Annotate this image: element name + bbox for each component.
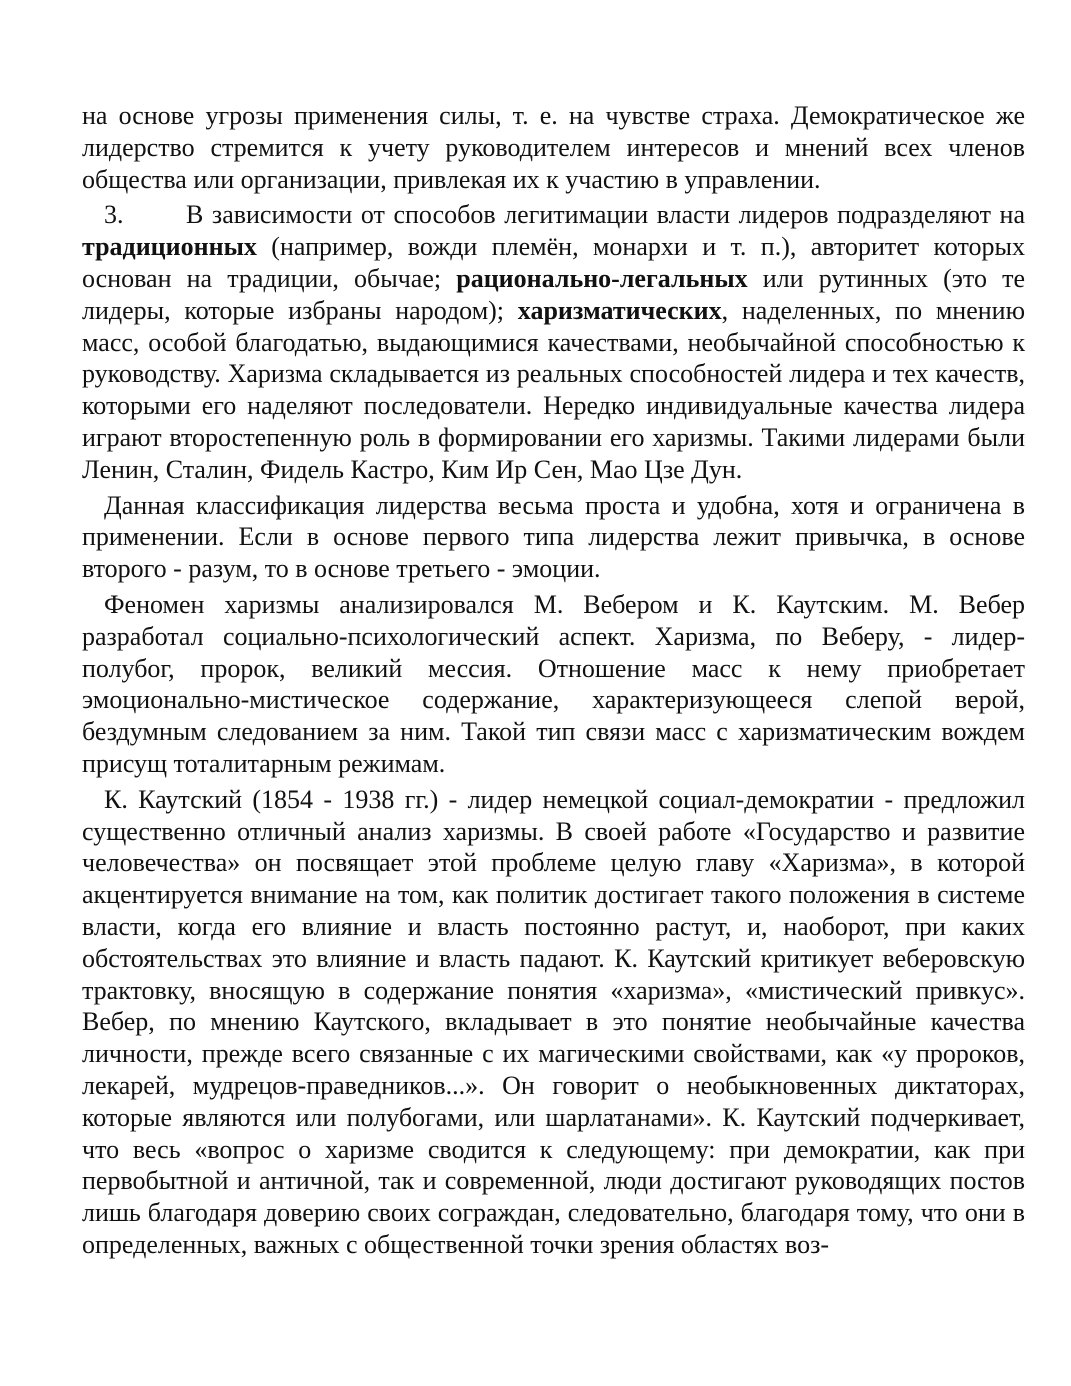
list-number: 3. bbox=[104, 200, 124, 230]
paragraph-2 bbox=[82, 199, 1025, 485]
bold-term-rational-legal: рационально-легальных bbox=[456, 263, 748, 293]
paragraph-3: Данная классификация лидерства весьма проста и удобна, хотя и ограничена в применении. Если в основе первого типа лидерства лежит привычка, в основе второго - разум, то в основе третьего - эмоции. bbox=[82, 490, 1025, 584]
paragraph-1: на основе угрозы применения силы, т. е. на чувстве страха. Демократическое же лидерство стремится к учету руководителем интересов и мнений всех членов общества или организации, привлекая их к участию в управлении. bbox=[82, 101, 1025, 194]
bold-term-traditional: традиционных bbox=[82, 232, 257, 262]
text-run: , наделенных, по мнению масс, особой благодатью, выдающимися качествами, необычайной способностью к руководству. Харизма складывается из реальных способностей лидера и тех качеств, которыми его наделяют последователи. Нередко индивидуальные качества лидера играют второстепенную роль в формировании его харизмы. Такими лидерами были Ленин, Сталин, Фидель Кастро, Ким Ир Сен, Мао Цзе Дун. bbox=[82, 295, 1026, 484]
bold-term-charismatic: харизматических bbox=[517, 295, 722, 325]
text-run: В зависимости от способов легитимации власти лидеров подразделяют на bbox=[186, 200, 1025, 230]
paragraph-5: К. Каутский (1854 - 1938 гг.) - лидер немецкой социал-демократии - предложил существенно отличный анализ харизмы. В своей работе «Государство и развитие человечества» он посвящает этой проблеме целую главу «Харизма», в которой акцентируется внимание на том, как политик достигает такого положения в системе власти, когда его влияние и власть постоянно растут, и, наоборот, при каких обстоятельствах это влияние и власть падают. К. Каутский критикует веберовскую трактовку, вносящую в содержание понятия «харизма», «мистический привкус». Вебер, по мнению Каутского, вкладывает в это понятие необычайные качества личности, прежде всего связанные с их магическими свойствами, как «у пророков, лекарей, мудрецов-праведников...». Он говорит о необыкновенных диктаторах, которые являются или полубогами, или шарлатанами». К. Каутский подчеркивает, что весь «вопрос о харизме сводится к следующему: при демократии, как при первобытной и античной, так и современной, люди достигают руководящих постов лишь благодаря доверию своих сограждан, следовательно, благодаря тому, что они в определенных, важных с общественной точки зрения областях воз- bbox=[82, 784, 1025, 1259]
text-run: или рутинных (это те лидеры, которые избраны народом); bbox=[82, 263, 1025, 325]
paragraph-4: Феномен харизмы анализировался М. Вебером и К. Каутским. М. Вебер разработал социально-психологический аспект. Харизма, по Веберу, - лидер-полубог, пророк, великий мессия. Отношение масс к нему приобретает эмоционально-мистическое содержание, характеризующееся слепой верой, бездумным следованием за ним. Такой тип связи масс с харизматическим вождем присущ тоталитарным режимам. bbox=[82, 589, 1025, 778]
text-run: (например, вожди племён, монархи и т. п.), авторитет которых основан на традиции, обычае; bbox=[82, 232, 1025, 293]
document-page bbox=[82, 100, 1025, 1261]
